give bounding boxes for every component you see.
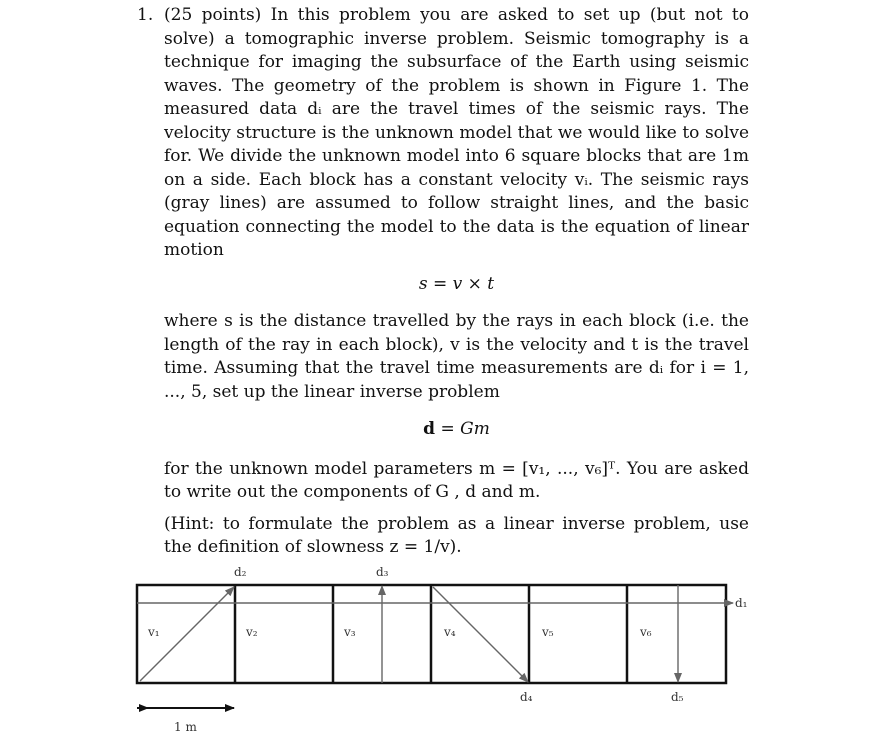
intro-line: equation of linear motion <box>164 216 750 260</box>
task-line: write out the components of G , d and m. <box>186 482 541 502</box>
equation-gm: = Gm <box>435 419 490 439</box>
definition-line: where s is the distance travelled by the rays in each block (i.e. the <box>164 311 749 331</box>
intro-line: a tomographic inverse problem. Seismic tomography is a technique for <box>164 28 749 72</box>
definition-line: Assuming that the travel time measurements are dᵢ for i = 1, ..., 5, set <box>164 358 750 402</box>
equation-d-vector: d <box>423 419 436 439</box>
scale-label: 1 m <box>174 720 197 734</box>
ray-label-d3: d₃ <box>376 565 389 579</box>
definition-line: up the linear inverse problem <box>243 381 500 402</box>
block-label-v5: v₅ <box>542 625 554 639</box>
hint-line: definition of slowness z = 1/v). <box>197 537 462 557</box>
block-label-v1: v₁ <box>148 625 160 639</box>
ray-label-d4: d₄ <box>520 690 533 704</box>
intro-line: into 6 square blocks that are 1m on a side. Each block has a constant <box>164 146 749 190</box>
task-line: for the unknown model parameters m = [v₁, ..., v₆]ᵀ. You are asked to <box>164 458 749 502</box>
intro-line: (25 points) In this problem you are asked to set up (but not to solve) <box>164 5 749 49</box>
intro-line: velocity vᵢ. The seismic rays (gray lines) are assumed to follow straight <box>164 169 750 213</box>
ray-label-d5: d₅ <box>671 690 684 704</box>
block-label-v2: v₂ <box>246 625 258 639</box>
ray-label-d2: d₂ <box>234 565 247 579</box>
equation-linear-motion: s = v × t <box>418 273 495 294</box>
intro-line: lines, and the basic equation connecting the model to the data is the <box>164 193 749 237</box>
definition-line: length of the ray in each block), v is the velocity and t is the travel time. <box>164 334 749 378</box>
intro-line: model that we would like to solve for. We divide the unknown model <box>164 122 750 166</box>
ray-label-d1: d₁ <box>735 596 748 610</box>
block-label-v6: v₆ <box>640 625 652 639</box>
hint-line: (Hint: to formulate the problem as a linear inverse problem, use the <box>164 513 749 557</box>
block-label-v4: v₄ <box>444 625 456 639</box>
problem-number: 1. <box>137 5 154 25</box>
intro-line: travel times of the seismic rays. The velocity structure is the unknown <box>164 99 750 143</box>
intro-line: imaging the subsurface of the Earth using seismic waves. The geometry <box>164 52 749 96</box>
intro-line: of the problem is shown in Figure 1. The measured data dᵢ are the <box>164 75 750 119</box>
block-label-v3: v₃ <box>344 625 356 639</box>
